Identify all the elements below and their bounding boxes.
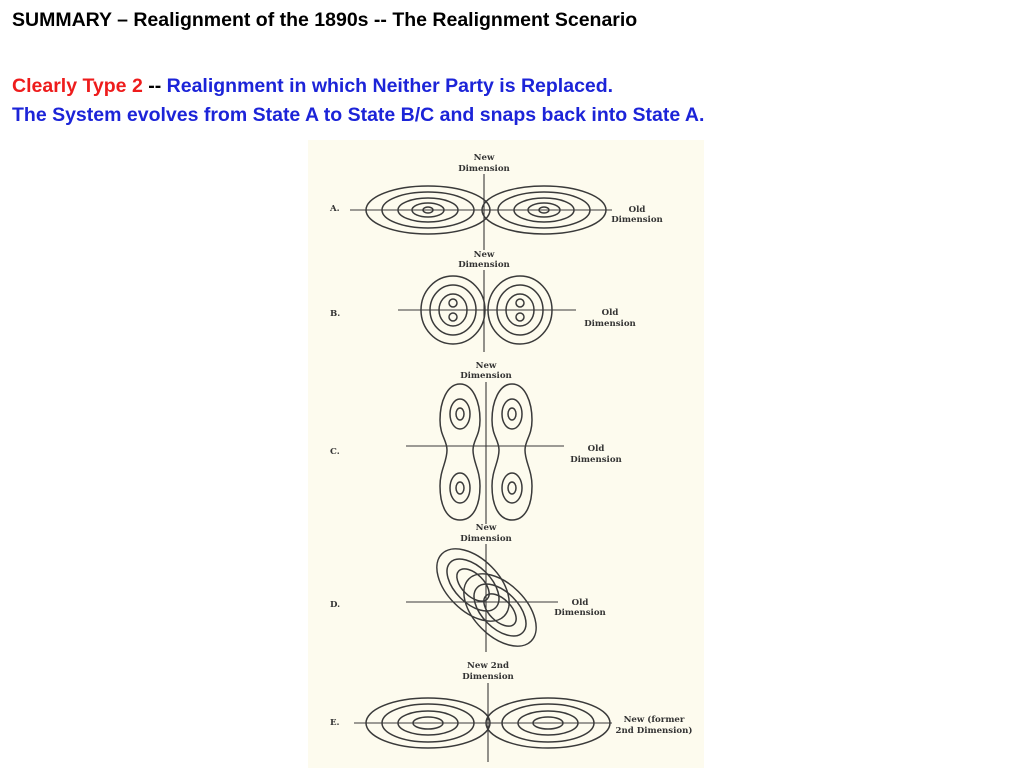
panel-b [330, 250, 637, 352]
panel-c-vertical-label-2: Dimension [460, 371, 512, 381]
panel-d-vertical-label-1: New [475, 523, 497, 533]
panel-c-horizontal-label-1: Old [587, 444, 605, 454]
panel-a-horizontal-label-1: Old [628, 205, 646, 215]
panel-e-horizontal-label-2: 2nd Dimension) [615, 726, 693, 736]
realignment-description: Realignment in which Neither Party is Replaced. [166, 75, 614, 97]
panel-e-vertical-label-1: New 2nd [467, 661, 509, 671]
panel-b-horizontal-label-2: Dimension [584, 319, 636, 329]
panel-b-vertical-label-1: New [473, 250, 495, 260]
panel-letter-e: E. [330, 718, 340, 728]
panel-letter-d: D. [330, 600, 341, 610]
realignment-diagram [308, 140, 704, 768]
panel-a [329, 153, 664, 250]
panel-b-vertical-label-2: Dimension [458, 260, 510, 270]
page-title: SUMMARY – Realignment of the 1890s -- The Realignment Scenario [12, 9, 638, 31]
panel-a-horizontal-label-2: Dimension [611, 215, 663, 225]
panel-e-horizontal-label-1: New (former [623, 715, 685, 725]
panel-e [330, 661, 692, 762]
panel-c-vertical-label-1: New [475, 361, 497, 371]
panel-d-horizontal-label-2: Dimension [554, 608, 606, 618]
panel-a-vertical-label-1: New [473, 153, 495, 163]
subtitle-line-2: The System evolves from State A to State B/C and snaps back into State A. [12, 104, 705, 126]
panel-d-vertical-label-2: Dimension [460, 534, 512, 544]
type-label: Clearly Type 2 [12, 75, 143, 97]
panel-d [330, 523, 607, 659]
panel-b-horizontal-label-1: Old [601, 308, 619, 318]
panel-c-horizontal-label-2: Dimension [570, 455, 622, 465]
subtitle-line-1 [12, 72, 704, 101]
panel-d-horizontal-label-1: Old [571, 598, 589, 608]
realignment-diagram-svg [308, 140, 704, 768]
panel-letter-a: A. [330, 204, 340, 214]
panel-d-lower-party-contours [451, 561, 550, 660]
panel-c-left-party-contours [440, 384, 480, 520]
subtitle [12, 72, 704, 130]
separator: -- [148, 75, 162, 97]
panel-d-upper-party-contours [424, 536, 523, 635]
panel-c [330, 361, 623, 524]
panel-letter-c: C. [330, 447, 340, 457]
panel-c-right-party-contours [492, 384, 532, 520]
panel-e-vertical-label-2: Dimension [462, 672, 514, 682]
panel-a-vertical-label-2: Dimension [458, 164, 510, 174]
panel-letter-b: B. [330, 309, 341, 319]
